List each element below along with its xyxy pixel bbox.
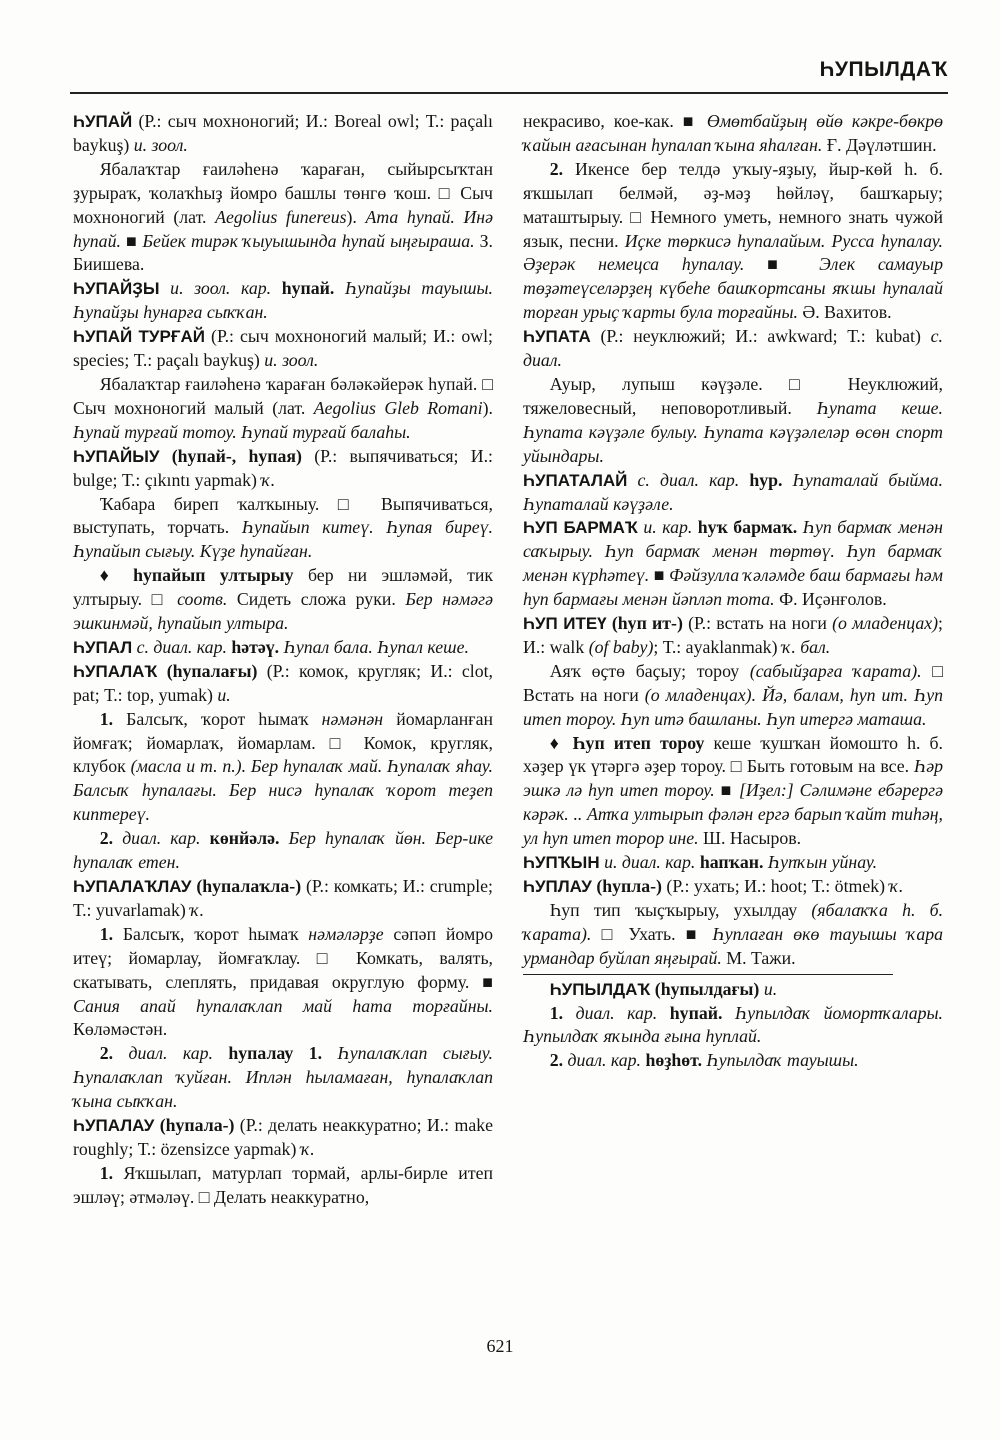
entry-text bbox=[334, 278, 345, 298]
entry-text: и. зоол. bbox=[264, 350, 319, 371]
right-column bbox=[523, 110, 943, 1073]
dictionary-paragraph bbox=[73, 325, 493, 373]
entry-text: З. Биишева. bbox=[73, 230, 493, 275]
entry-text: ■ bbox=[649, 565, 670, 586]
dictionary-paragraph bbox=[523, 516, 943, 612]
entry-text: □ Ухать. ■ bbox=[591, 923, 713, 944]
entry-separator bbox=[523, 974, 893, 975]
entry-text: (Р.: неуклюжий; И.: awkward; Т.: kubat) bbox=[590, 326, 931, 347]
dictionary-paragraph bbox=[523, 899, 943, 971]
headword: ҺУПАЛАҠ bbox=[73, 661, 158, 681]
entry-text: (Р.: выпячиваться; И.: bulge; Т.: çıkıntı yapmak) bbox=[73, 445, 493, 490]
dictionary-paragraph bbox=[523, 325, 943, 373]
entry-text: ♦ bbox=[99, 565, 134, 586]
entry-text: (һупалағы) bbox=[166, 660, 258, 681]
entry-text: ■ bbox=[744, 254, 820, 275]
entry-text: Һуп итеп тороу bbox=[572, 732, 705, 753]
entry-text: Aegolius Gleb Romani bbox=[313, 397, 483, 418]
entry-text: Ауыр, лупыш кәүҙәле. □ Неуклюжий, тяжеловесный, неповоротливый. bbox=[523, 373, 943, 418]
dictionary-paragraph bbox=[523, 978, 943, 1002]
entry-text: ҡ. bbox=[889, 876, 904, 896]
entry-text: һур. bbox=[749, 469, 783, 490]
entry-text: □ Встать на ноги bbox=[523, 660, 943, 705]
entry-text: ; И.: walk bbox=[523, 613, 943, 657]
entry-text: Ш. Насыров. bbox=[698, 828, 802, 849]
entry-text: Ябалаҡтар ғаиләһенә ҡараған, сыйырсыҡтан ҙурыраҡ, ҡолаҡһыҙ йомро башлы төнгө ҡош. □ Сыч мохноногий (лат. bbox=[73, 158, 493, 227]
dictionary-paragraph bbox=[523, 875, 943, 899]
dictionary-paragraph bbox=[523, 732, 943, 852]
dictionary-paragraph bbox=[73, 445, 493, 493]
dictionary-paragraph bbox=[73, 827, 493, 875]
dictionary-paragraph bbox=[73, 708, 493, 828]
entry-text: Һәр эшкә лә һуп итеп тороу. bbox=[523, 756, 943, 801]
entry-text: Һупайҙы тауышы. Һупайҙы һунарға сыҡҡан. bbox=[73, 278, 493, 323]
entry-text: 1. bbox=[99, 923, 114, 944]
entry-text: (о младенцах) bbox=[832, 613, 939, 634]
entry-text: ■ bbox=[714, 780, 739, 801]
entry-text: (Р.: комок, кругляк; И.: clot, pat; Т.: top, yumak) bbox=[73, 660, 493, 705]
entry-text: (ябалаҡҡа һ. б. ҡарата). bbox=[523, 899, 944, 944]
dictionary-paragraph bbox=[523, 469, 943, 517]
dictionary-paragraph bbox=[73, 277, 493, 325]
entry-text: Көләмәстән. bbox=[73, 1019, 168, 1040]
entry-text: Һуплаған өкө тауышы ҡара урмандар буйлап яңғырай. bbox=[523, 923, 943, 968]
entry-text: (һупылдағы) bbox=[654, 978, 760, 999]
entry-text: (of baby) bbox=[588, 636, 654, 657]
entry-text: ҡ. бал. bbox=[781, 636, 831, 657]
entry-text bbox=[322, 1043, 337, 1063]
entry-text: Бейек тирәк ҡыуышында һупай ыңғыраша. bbox=[142, 230, 475, 251]
entry-text: Һупҡын уйнау. bbox=[767, 852, 878, 873]
dictionary-paragraph bbox=[73, 110, 493, 158]
entry-text: Фәйзулла ҡәләмде баш бармағы һәм һуп бармағы менән йәпләп тота. bbox=[523, 565, 944, 610]
entry-text: Ҡабара биреп ҡалҡыныу. □ Выпячиваться, выступать, торчать. bbox=[73, 493, 493, 538]
dictionary-paragraph bbox=[73, 373, 493, 445]
entry-text: һупалау 1. bbox=[228, 1043, 323, 1064]
entry-text: и. зоол. кар. bbox=[170, 278, 272, 299]
header-rule bbox=[70, 92, 948, 94]
dictionary-paragraph bbox=[73, 1042, 493, 1114]
dictionary-paragraph bbox=[73, 923, 493, 1043]
dictionary-paragraph bbox=[73, 1162, 493, 1210]
entry-text: Ә. Вахитов. bbox=[797, 302, 892, 323]
entry-text: Һупата кеше. Һупата кәүҙәле булыу. Һупата кәүҙәлеләр өсөн спорт уйындары. bbox=[523, 397, 943, 466]
dictionary-paragraph bbox=[73, 1114, 493, 1162]
entry-text: Һупаталай быйма. Һупаталай кәүҙәле. bbox=[523, 469, 943, 514]
dictionary-paragraph bbox=[73, 660, 493, 708]
entry-text: һупайып ултырыу bbox=[133, 565, 294, 586]
entry-text bbox=[722, 1003, 735, 1023]
headword: ҺУПАЙЫУ bbox=[73, 446, 160, 466]
entry-text: некрасиво, кое-как. ■ bbox=[523, 111, 707, 131]
entry-text: Һуп бармаҡ менән саҡырыу. Һуп бармаҡ менән төртөү. Һуп бармаҡ менән күрһәтеү. bbox=[523, 517, 943, 586]
entry-text: 1. bbox=[99, 708, 114, 729]
entry-text: ҡ. bbox=[300, 1138, 315, 1159]
page-number: 621 bbox=[486, 1336, 514, 1356]
entry-text: Aegolius funereus bbox=[215, 206, 347, 227]
entry-text: ♦ bbox=[549, 732, 573, 753]
entry-text: [Иҙел:] Сәлимәне ебәрергә кәрәк. .. Атҡа ултырып фәлән ергә барып ҡайт тиһәң, ул һуп итеп торор ине. bbox=[523, 780, 944, 849]
entry-text: ; Т.: ayaklanmak) bbox=[653, 636, 782, 657]
entry-text: с. диал. кар. bbox=[637, 469, 740, 490]
headword: ҺУПАТАЛАЙ bbox=[523, 470, 628, 490]
entry-text: диал. кар. bbox=[128, 1043, 213, 1064]
entry-text: һөҙһөт. bbox=[645, 1050, 703, 1071]
headword: ҺУПЛАУ bbox=[523, 877, 592, 896]
entry-text: и. bbox=[763, 978, 778, 999]
dictionary-paragraph bbox=[523, 110, 943, 158]
entry-text: (сабыйҙарға ҡарата). bbox=[749, 660, 922, 681]
headword: ҺУПАЛ bbox=[73, 637, 133, 657]
entry-text: һапҡан. bbox=[699, 852, 764, 873]
entry-text: Һупылдаҡ тауышы. bbox=[706, 1050, 859, 1071]
entry-text: и. кар. bbox=[643, 517, 693, 538]
dictionary-paragraph bbox=[523, 612, 943, 660]
headword: ҺУП БАРМАҠ bbox=[523, 518, 638, 538]
dictionary-paragraph bbox=[73, 158, 493, 278]
headword: ҺУПАЙҘЫ bbox=[73, 279, 160, 299]
entry-text bbox=[113, 1043, 128, 1063]
entry-text: бер ни эшләмәй, тик ултырыу. □ bbox=[73, 565, 493, 610]
entry-text: Сидеть сложа руки. bbox=[227, 589, 406, 610]
entry-text: диал. кар. bbox=[567, 1050, 642, 1071]
entry-text: диал. кар. bbox=[122, 828, 201, 849]
headword: ҺУП ИТЕҮ bbox=[523, 614, 607, 634]
entry-text bbox=[279, 828, 288, 848]
entry-text: нәмәнән bbox=[321, 708, 384, 729]
entry-text: ■ bbox=[120, 230, 143, 251]
entry-text: и. диал. кар. bbox=[604, 852, 696, 873]
entry-text bbox=[113, 828, 122, 848]
entry-text: и. bbox=[217, 684, 231, 705]
entry-text: ). bbox=[346, 206, 366, 227]
entry-text bbox=[783, 470, 793, 490]
entry-text: ). bbox=[482, 397, 493, 418]
entry-text: соотв. bbox=[177, 589, 228, 610]
entry-text: Өмөтбайҙың өйө кәкре-бөкрө ҡайын ағасынан һупалап ҡына яһалған. bbox=[523, 111, 943, 155]
entry-text: Балсыҡ, ҡорот һымаҡ bbox=[113, 708, 322, 729]
entry-text: Икенсе бер телдә уҡыу-яҙыу, йыр-көй һ. б. яҡшылап белмәй, әҙ-мәҙ һөйләү, башҡарыу; маташтырыу. □ Немного уметь, немного знать чужой язык, песни. bbox=[523, 158, 943, 251]
entry-text: (Р.: сыч мохноногий; И.: Boreal owl; Т.: paçalı baykuş) bbox=[73, 111, 493, 155]
entry-text bbox=[213, 1043, 228, 1063]
entry-text: ҡ. bbox=[190, 899, 205, 920]
entry-text: (һупалаҡла-) bbox=[196, 876, 302, 896]
entry-text: диал. кар. bbox=[575, 1002, 658, 1023]
dictionary-paragraph bbox=[523, 851, 943, 875]
entry-text: кеше ҡушҡан йомошто һ. б. хәҙер үк үтәргә әҙер тороу. □ Быть готовым на все. bbox=[523, 732, 943, 777]
entry-text: 2. bbox=[99, 1043, 114, 1064]
entry-text: Аяҡ өҫтө баҫыу; тороу bbox=[549, 660, 750, 681]
entry-text: 1. bbox=[549, 1002, 564, 1023]
dictionary-paragraph bbox=[523, 373, 943, 469]
entry-text: Элек самауыр төҙәтеүселәрҙең күбеһе башҡортсаны яҡшы һупалай торған урыҫ ҡарты була торғайны. bbox=[523, 254, 943, 323]
entry-text bbox=[739, 470, 749, 490]
headword: ҺУПАТА bbox=[523, 327, 591, 347]
entry-text: Сания апай һупалаҡлап май һата торғайны. bbox=[73, 995, 493, 1016]
left-column bbox=[73, 110, 493, 1210]
entry-text: Иҫке төркисә һупалайым. Русса һупалау. Әҙерәк немецса һупалау. bbox=[523, 230, 943, 275]
entry-text: йомарланған йомғаҡ; йомарлаҡ, йомарлам. □ Комок, кругляк, клубок bbox=[73, 708, 493, 777]
running-head: ҺУПЫЛДАҠ bbox=[819, 58, 948, 81]
entry-text bbox=[657, 1003, 670, 1023]
entry-text: (Р.: ухать; И.: hoot; Т.: ötmek) bbox=[661, 876, 890, 896]
dictionary-paragraph bbox=[523, 158, 943, 325]
entry-text: (Р.: делать неаккуратно; И.: make roughly; Т.: özensizce yapmak) bbox=[73, 1115, 493, 1159]
dictionary-paragraph bbox=[523, 1049, 943, 1073]
entry-text: (масла и т. п.). Бер һупалаҡ май. Һупалаҡ яһау. Балсыҡ һупалағы. Бер нисә һупалаҡ ҡорот теҙеп киптереү. bbox=[73, 756, 493, 825]
entry-text: Һупал бала. Һупал кеше. bbox=[283, 636, 469, 657]
entry-text: (о младенцах). Йә, балам, һуп ит. Һуп итеп тороу. Һуп итә башланы. Һуп итергә маташа. bbox=[523, 684, 943, 729]
entry-text: Ф. Иҫәнғолов. bbox=[774, 589, 887, 610]
entry-text: (Р.: комкать; И.: crumple; Т.: yuvarlamak) bbox=[73, 876, 493, 920]
entry-text: Бер һупалаҡ йөн. Бер-ике һупалаҡ етен. bbox=[73, 828, 493, 873]
entry-text: с. диал. кар. bbox=[136, 636, 227, 657]
entry-text: һупай. bbox=[281, 278, 335, 299]
entry-text: (Р.: сыч мохноногий малый; И.: owl; species; Т.: paçalı baykuş) bbox=[73, 326, 493, 371]
entry-text: Ғ. Дәүләтшин. bbox=[822, 134, 937, 155]
entry-text: с. диал. bbox=[523, 326, 943, 371]
dictionary-paragraph bbox=[73, 493, 493, 565]
headword: ҺУПАЛАУ bbox=[73, 1116, 155, 1136]
entry-text: Һуп тип ҡыҫҡырыу, ухылдау bbox=[549, 899, 812, 920]
entry-text: Һупайып китеү. Һупая биреү. Һупайып сығыу. Күҙе һупайған. bbox=[73, 517, 493, 562]
entry-text: нәмәләрҙе bbox=[308, 923, 384, 944]
entry-text: һәтәү. bbox=[231, 636, 280, 657]
entry-text: Ата һупай. Инә һупай. bbox=[73, 206, 494, 251]
entry-text: (һуп ит-) bbox=[611, 613, 683, 634]
headword: ҺУПАЙ ТУРҒАЙ bbox=[73, 327, 205, 347]
entry-text bbox=[271, 278, 282, 298]
entry-text: (һупла-) bbox=[596, 876, 662, 896]
entry-text: Балсыҡ, ҡорот һымаҡ bbox=[113, 923, 309, 944]
entry-text: 2. bbox=[549, 158, 564, 179]
headword: ҺУПАЙ bbox=[73, 112, 133, 131]
entry-text bbox=[157, 661, 166, 681]
entry-text: һупай. bbox=[669, 1002, 723, 1023]
entry-text bbox=[200, 828, 209, 848]
entry-text: ҡ. bbox=[261, 469, 276, 490]
entry-text: 1. bbox=[99, 1162, 114, 1183]
entry-text bbox=[627, 470, 637, 490]
entry-text: Бер нәмәгә эшкинмәй, һупайып ултыра. bbox=[73, 589, 493, 634]
entry-text bbox=[563, 1003, 576, 1023]
dictionary-paragraph bbox=[73, 636, 493, 660]
entry-text: һуҡ бармаҡ. bbox=[697, 517, 798, 538]
entry-text: Һупалаҡлап сығыу. Һупалаҡлап ҡуйған. Иплән һыламаған, һупалаҡлап ҡына сыҡҡан. bbox=[73, 1043, 493, 1112]
entry-text: 2. bbox=[549, 1050, 564, 1071]
entry-text bbox=[160, 278, 171, 298]
entry-text: Яҡшылап, матурлап тормай, арлы-бирле итеп эшләү; әтмәләү. □ Делать неаккуратно, bbox=[73, 1162, 493, 1207]
entry-text: (Р.: встать на ноги bbox=[682, 613, 833, 634]
entry-text: (һупай-, һупая) bbox=[171, 445, 302, 466]
entry-text: М. Тажи. bbox=[721, 947, 796, 968]
entry-text: Һупай турғай тотоу. Һупай турғай балаһы. bbox=[73, 421, 411, 442]
entry-text: Һупылдаҡ йомортҡалары. Һупылдаҡ яҡында ғына һуплай. bbox=[523, 1002, 943, 1047]
headword: ҺУПҠЫН bbox=[523, 853, 600, 873]
dictionary-paragraph bbox=[523, 660, 943, 732]
entry-text: (һупала-) bbox=[159, 1115, 235, 1136]
entry-text bbox=[159, 446, 171, 466]
entry-text: Ябалаҡтар ғаиләһенә ҡараған бәләкәйерәк һупай. □ Сыч мохноногий малый (лат. bbox=[73, 373, 493, 418]
headword: ҺУПАЛАҠЛАУ bbox=[73, 877, 192, 896]
dictionary-paragraph bbox=[523, 1002, 943, 1050]
entry-text: 2. bbox=[99, 828, 114, 849]
entry-text: көнйәлә. bbox=[209, 828, 280, 849]
dictionary-paragraph bbox=[73, 875, 493, 923]
entry-text: и. зоол. bbox=[133, 134, 188, 155]
headword: ҺУПЫЛДАҠ bbox=[549, 979, 651, 999]
entry-text: сәпәп йомро итеү; йомарлау, йомғаҡлау. □ Комкать, валять, скатывать, слеплять, придавая округлую форму. ■ bbox=[73, 923, 493, 992]
dictionary-paragraph bbox=[73, 564, 493, 636]
